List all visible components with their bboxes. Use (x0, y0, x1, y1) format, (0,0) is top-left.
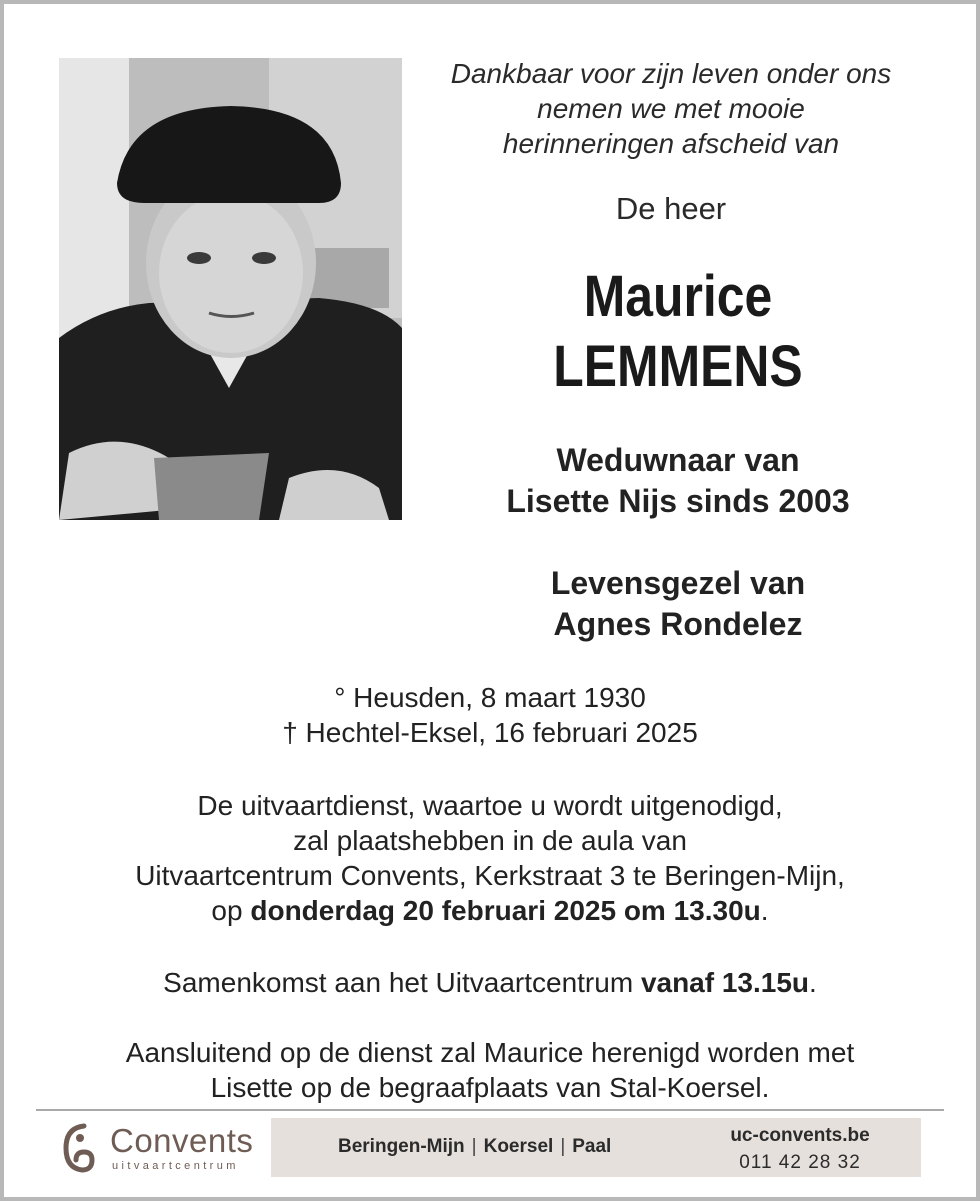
death-date: † Hechtel-Eksel, 16 februari 2025 (282, 717, 698, 748)
portrait-photo (59, 58, 402, 520)
burial-line-1: Aansluitend op de dienst zal Maurice herenigd worden met (125, 1037, 855, 1068)
location-koersel: Koersel (483, 1136, 554, 1157)
phone-number: 011 42 28 32 (739, 1152, 861, 1173)
gathering-suffix: . (809, 967, 817, 998)
birth-date: ° Heusden, 8 maart 1930 (334, 682, 646, 713)
relation-partner-line-2: Agnes Rondelez (553, 606, 803, 642)
location-paal: Paal (572, 1136, 612, 1157)
intro-line-1: Dankbaar voor zijn leven onder ons (450, 58, 892, 89)
gathering-info (36, 965, 944, 1000)
ceremony-line-1: De uitvaartdienst, waartoe u wordt uitgenodigd, (197, 790, 783, 821)
intro-line-3: herinneringen afscheid van (502, 128, 840, 159)
location-beringen: Beringen-Mijn (338, 1136, 465, 1157)
intro-text (420, 56, 922, 161)
honorific: De heer (615, 191, 727, 226)
deceased-name (456, 262, 900, 402)
gathering-time: vanaf 13.15u (640, 967, 810, 998)
ceremony-details (36, 788, 944, 928)
ceremony-line-4 (36, 893, 944, 928)
location-separator: | (471, 1136, 477, 1157)
brand-name: Convents (110, 1122, 254, 1159)
relation-widower (420, 440, 936, 522)
brand-subtitle: uitvaartcentrum (112, 1160, 239, 1172)
last-name: LEMMENS (553, 334, 803, 399)
relation-partner (420, 563, 936, 645)
ceremony-date-suffix: . (760, 895, 769, 926)
logo-mark-icon (60, 1122, 96, 1174)
burial-line-2: Lisette op de begraafplaats van Stal-Koersel. (210, 1072, 770, 1103)
relation-partner-line-1: Levensgezel van (550, 565, 806, 601)
intro-line-2: nemen we met mooie (537, 93, 805, 124)
life-dates (36, 680, 944, 750)
first-name: Maurice (583, 264, 773, 329)
ceremony-line-2: zal plaatshebben in de aula van (293, 825, 687, 856)
ceremony-line-3: Uitvaartcentrum Convents, Kerkstraat 3 te Beringen-Mijn, (135, 860, 845, 891)
gathering-prefix: Samenkomst aan het Uitvaartcentrum (163, 967, 641, 998)
relation-widower-line-1: Weduwnaar van (556, 442, 800, 478)
gathering-line (36, 965, 944, 1000)
footer-divider (36, 1109, 944, 1111)
location-list (338, 1136, 611, 1158)
location-separator: | (560, 1136, 566, 1157)
website-link[interactable]: uc-convents.be (730, 1125, 870, 1146)
convents-logo (60, 1120, 265, 1178)
ceremony-date: donderdag 20 februari 2025 om 13.30u (250, 895, 761, 926)
relation-widower-line-2: Lisette Nijs sinds 2003 (506, 483, 850, 519)
burial-info (36, 1035, 944, 1105)
ceremony-date-prefix: op (211, 895, 251, 926)
